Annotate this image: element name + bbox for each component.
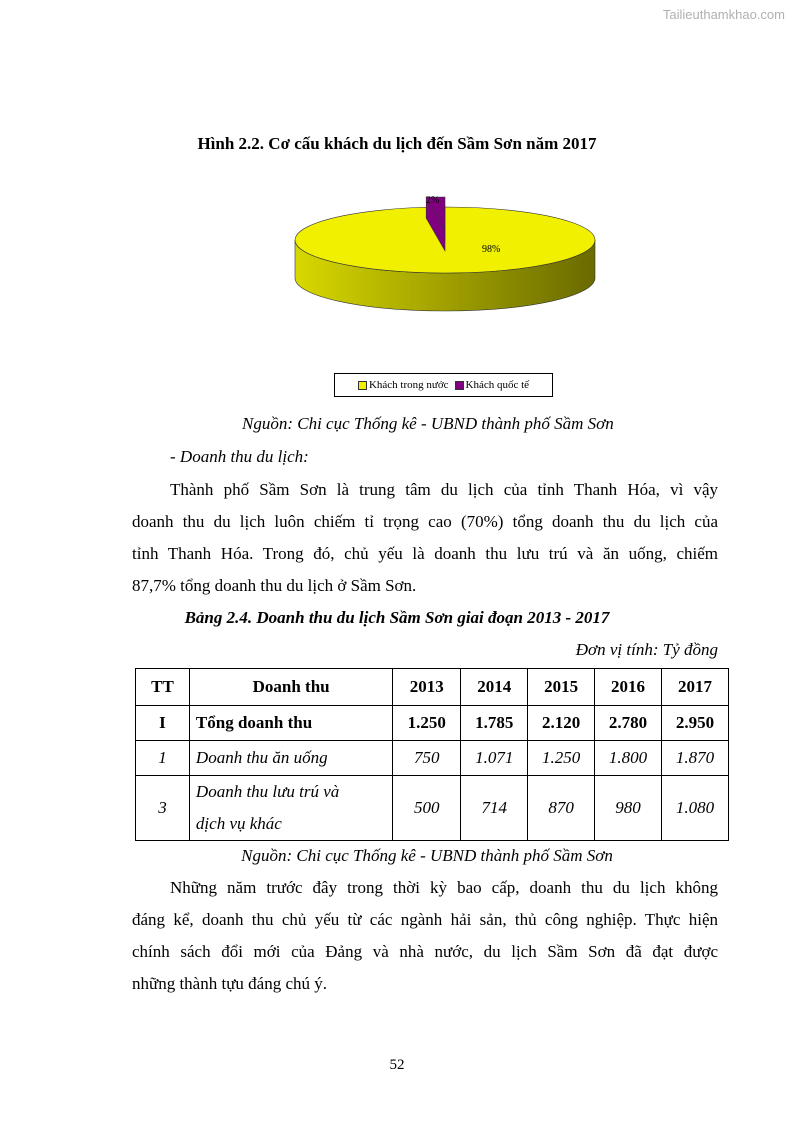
table-header-cell: 2017 (662, 669, 729, 706)
paragraph-line: những thành tựu đáng chú ý. (132, 974, 328, 993)
figure-source: Nguồn: Chi cục Thống kê - UBND thành phố Sầm Sơn (242, 414, 614, 433)
table-cell: 1.080 (662, 776, 729, 841)
revenue-table (135, 668, 729, 841)
table-cell: 714 (461, 776, 528, 841)
table-cell: 1.800 (595, 741, 662, 776)
table-header-cell: 2015 (528, 669, 595, 706)
table-cell: I (136, 706, 190, 741)
pie-data-label-khach-trong-nuoc: 98% (482, 244, 501, 255)
table-cell: 870 (528, 776, 595, 841)
paragraph-line: doanh thu du lịch luôn chiếm tỉ trọng cao (70%) tổng doanh thu du lịch của (132, 512, 718, 531)
paragraph-line: Những năm trước đây trong thời kỳ bao cấp, doanh thu du lịch không (170, 878, 718, 897)
table-row (136, 741, 729, 776)
legend-label: Khách trong nước (368, 379, 449, 391)
table-header-cell: 2013 (393, 669, 461, 706)
pie-chart (290, 190, 610, 340)
table-cell: Tổng doanh thu (189, 706, 392, 741)
paragraph-line: 87,7% tổng doanh thu du lịch ở Sầm Sơn. (132, 576, 417, 595)
paragraph-line: Thành phố Sầm Sơn là trung tâm du lịch của tỉnh Thanh Hóa, vì vậy (170, 480, 718, 499)
table-cell: 1.785 (461, 706, 528, 741)
legend-item-khach-quoc-te (455, 379, 530, 391)
section-heading: - Doanh thu du lịch: (170, 447, 309, 466)
table-cell: 750 (393, 741, 461, 776)
table-cell: 980 (595, 776, 662, 841)
table-unit: Đơn vị tính: Tỷ đồng (575, 640, 718, 659)
table-header-cell: 2014 (461, 669, 528, 706)
paragraph-line: tỉnh Thanh Hóa. Trong đó, chủ yếu là doanh thu lưu trú và ăn uống, chiếm (132, 544, 718, 563)
pie-data-label-khach-quoc-te: 2% (426, 195, 440, 206)
paragraph-line: chính sách đổi mới của Đảng và nhà nước, du lịch Sầm Sơn đã đạt được (132, 942, 718, 961)
table-header-row (136, 669, 729, 706)
table-source: Nguồn: Chi cục Thống kê - UBND thành phố Sầm Sơn (241, 846, 613, 865)
legend-swatch-purple (455, 381, 464, 390)
table-cell: 1.250 (528, 741, 595, 776)
paragraph-line: đáng kể, doanh thu chủ yếu từ các ngành hải sản, thủ công nghiệp. Thực hiện (132, 910, 718, 929)
table-cell: Doanh thu ăn uống (189, 741, 392, 776)
table-row (136, 776, 729, 841)
legend-item-khach-trong-nuoc (358, 379, 449, 391)
figure-title: Hình 2.2. Cơ cấu khách du lịch đến Sầm Sơn năm 2017 (197, 134, 597, 153)
chart-legend (334, 373, 553, 397)
table-cell: 3 (136, 776, 190, 841)
table-row (136, 706, 729, 741)
page-number: 52 (389, 1057, 405, 1073)
table-cell: 1.071 (461, 741, 528, 776)
table-cell-line: Doanh thu lưu trú và (195, 782, 340, 801)
legend-swatch-yellow (358, 381, 367, 390)
table-cell: 2.120 (528, 706, 595, 741)
table-title: Bảng 2.4. Doanh thu du lịch Sầm Sơn giai đoạn 2013 - 2017 (184, 608, 610, 627)
watermark: Tailieuthamkhao.com (662, 7, 785, 22)
table-cell: 1.250 (393, 706, 461, 741)
table-cell: 2.780 (595, 706, 662, 741)
table-cell: 2.950 (662, 706, 729, 741)
table-header-cell: TT (136, 669, 190, 706)
table-cell: 1 (136, 741, 190, 776)
legend-label: Khách quốc tế (465, 379, 530, 391)
table-cell: 1.870 (662, 741, 729, 776)
table-header-cell: Doanh thu (189, 669, 392, 706)
table-cell (189, 776, 392, 841)
table-cell: 500 (393, 776, 461, 841)
table-header-cell: 2016 (595, 669, 662, 706)
table-cell-line: dịch vụ khác (195, 814, 282, 833)
